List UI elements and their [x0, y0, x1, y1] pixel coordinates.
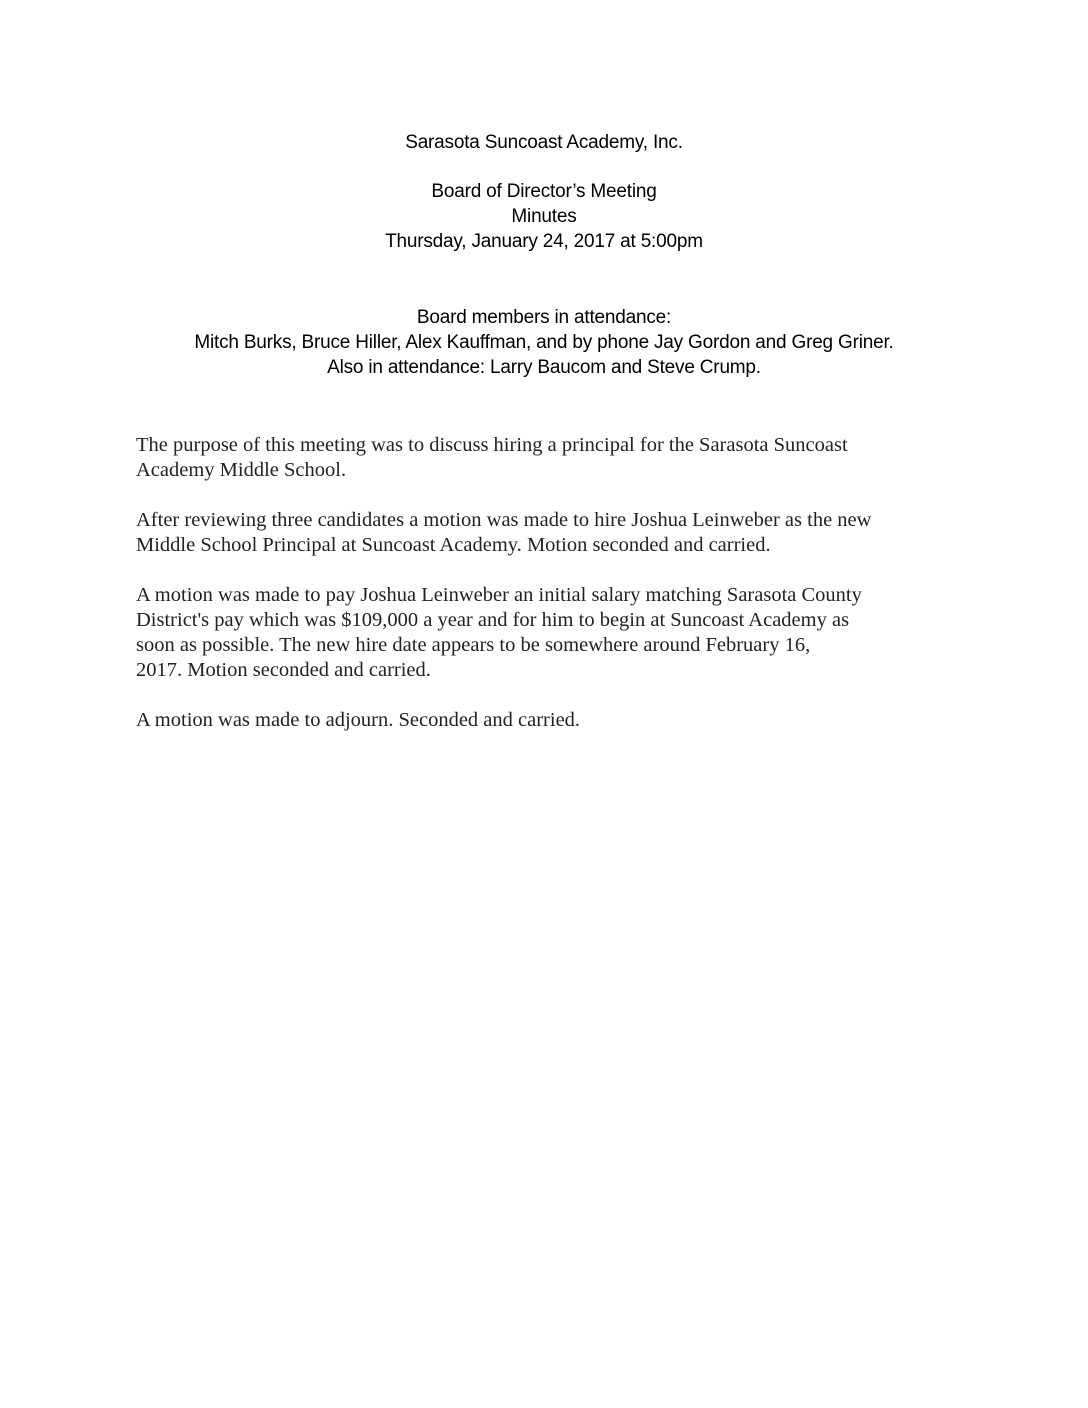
paragraph-purpose: [136, 433, 966, 483]
paragraph-adjourn: [136, 708, 966, 733]
paragraph-line: The purpose of this meeting was to discuss hiring a principal for the Sarasota Suncoast: [136, 434, 848, 456]
paragraph-line: Middle School Principal at Suncoast Academy. Motion seconded and carried.: [136, 534, 771, 556]
paragraph-line: District's pay which was $109,000 a year and for him to begin at Suncoast Academy as: [136, 609, 850, 631]
organization-name: Sarasota Suncoast Academy, Inc.: [405, 132, 683, 153]
paragraph-hire-motion: [136, 508, 966, 558]
also-in-attendance: Also in attendance: Larry Baucom and Steve Crump.: [327, 357, 761, 378]
attendance-heading: Board members in attendance:: [416, 307, 672, 328]
meeting-title: Board of Director’s Meeting: [431, 181, 657, 202]
paragraph-line: A motion was made to adjourn. Seconded and carried.: [136, 709, 581, 731]
paragraph-salary-motion: [136, 583, 966, 683]
attendees-list: Mitch Burks, Bruce Hiller, Alex Kauffman, and by phone Jay Gordon and Greg Griner.: [194, 332, 894, 353]
meeting-date-time: Thursday, January 24, 2017 at 5:00pm: [385, 231, 703, 252]
paragraph-line: Academy Middle School.: [136, 459, 347, 481]
paragraph-line: soon as possible. The new hire date appears to be somewhere around February 16,: [136, 634, 811, 656]
document-type: Minutes: [511, 206, 577, 227]
paragraph-line: 2017. Motion seconded and carried.: [136, 659, 431, 681]
paragraph-line: After reviewing three candidates a motion was made to hire Joshua Leinweber as the new: [136, 509, 872, 531]
paragraph-line: A motion was made to pay Joshua Leinweber an initial salary matching Sarasota County: [136, 584, 862, 606]
